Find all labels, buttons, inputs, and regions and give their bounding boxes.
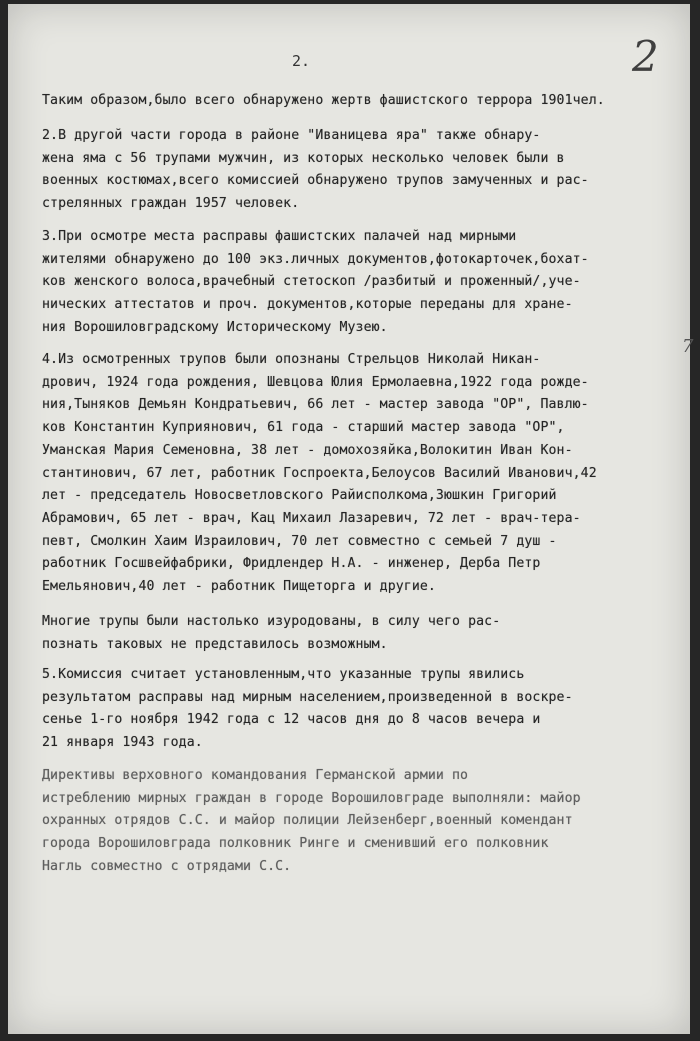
- paragraph-4-identified-victims: 4.Из осмотренных трупов были опознаны Стрельцов Николай Никан- дрович, 1924 года рождения, Шевцова Юлия Ермолаевна,1922 года рожде- ния,Тыняков Демьян Кондратьевич, 66 лет - мастер завода "ОР", Павлю- ков Константин Куприянович, 61 года - старший мастер завода "ОР", Уманская Мария Семеновна, 38 лет - домохозяйка,Волокитин Иван Кон- стантинович, 67 лет, работник Госпроекта,Белоусов Василий Иванович,42 лет - председатель Новосветловского Райисполкома,Зюшкин Григорий Абрамович, 65 лет - врач, Кац Михаил Лазаревич, 72 лет - врач-тера- певт, Смолкин Хаим Израилович, 70 лет совместно с семьей 7 душ - работник Госшвейфабрики, Фридлендер Н.А. - инженер, Дерба Петр Емельянович,40 лет - работник Пищеторга и другие.: [42, 352, 597, 595]
- paragraph-victims-total: Таким образом,было всего обнаружено жертв фашистского террора 1901чел.: [42, 93, 605, 108]
- paragraph-3-documents-found: 3.При осмотре места расправы фашистских палачей над мирными жителями обнаружено до 100 экз.личных документов,фотокарточек,бохат- ков женского волоса,врачебный стетоскоп /разбитый и проженный/,уче- нических аттестатов и проч. документов,которые переданы для хране- ния Ворошиловградскому Историческому Музею.: [42, 229, 589, 335]
- margin-mark: 7: [682, 336, 694, 357]
- page-number: 2.: [292, 52, 311, 70]
- paragraph-disfigured: Многие трупы были настолько изуродованы, в силу чего рас- познать таковых не представилось возможным.: [42, 614, 501, 652]
- handwritten-page-number: 2: [632, 32, 659, 81]
- paragraph-5-commission-conclusion: 5.Комиссия считает установленным,что указанные трупы явились результатом расправы над мирным населением,произведенной в воскре- сенье 1-го ноября 1942 года с 12 часов дня до 8 часов вечера и 21 января 1943 года.: [42, 667, 573, 751]
- paragraph-2-ivanitsev-yar: 2.В другой части города в районе "Иваницева яра" также обнару- жена яма с 56 трупами мужчин, из которых несколько человек были в военных костюмах,всего комиссией обнаружено трупов замученных и рас- стрелянных граждан 1957 человек.: [42, 128, 589, 212]
- paragraph-directives: Директивы верховного командования Германской армии по истреблению мирных граждан в городе Ворошиловграде выполняли: майор охранных отрядов С.С. и майор полиции Лейзенберг,военный комендант города Ворошиловграда полковник Ринге и сменивший его полковник Нагль совместно с отрядами С.С.: [42, 768, 581, 874]
- document-page: [8, 4, 694, 1034]
